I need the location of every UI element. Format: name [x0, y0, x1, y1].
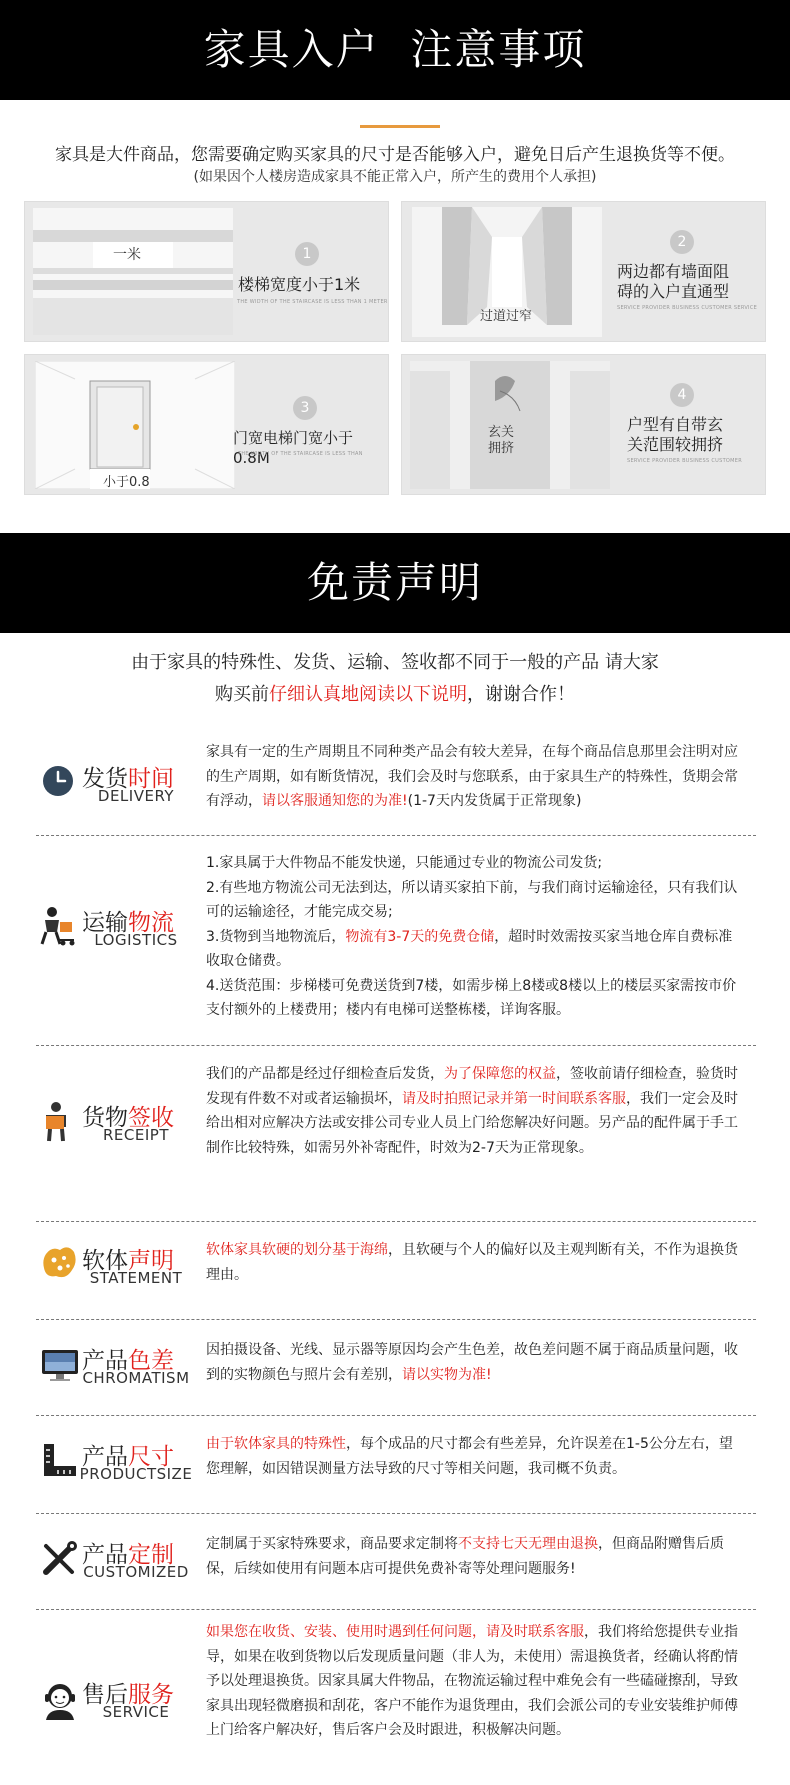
item-title-highlight: 定制 — [128, 1542, 174, 1568]
dashed-divider — [36, 1609, 756, 1610]
panel-img-label: 一米 — [113, 247, 141, 263]
item-title-main: 发货 — [82, 766, 128, 792]
item-body-text: 定制属于买家特殊要求，商品要求定制将 — [206, 1536, 458, 1552]
disclaimer-item — [40, 1222, 750, 1314]
disclaimer-item — [40, 836, 750, 1040]
item-body-text: ，我们一定会及时给出相对应解决方法或安排公司专业人员上门给您解决好问题。另产品的配件属于手工制作比较特殊，如需另外补寄配件，时效为2-7天为正常现象。 — [206, 1090, 738, 1156]
panel-caption: THE WIDTH OF THE STAIRCASE IS LESS THAN 1 METER — [237, 299, 388, 305]
item-title-main: 货物 — [82, 1105, 128, 1131]
item-subtitle: CUSTOMIZED — [83, 1563, 189, 1581]
header-band-disclaimer — [0, 533, 790, 633]
panel-img-label-line1: 玄关 — [488, 425, 515, 440]
panel-label-line1: 两边都有墙面阻 — [617, 262, 730, 281]
item-subtitle: PRODUCTSIZE — [79, 1465, 193, 1483]
item-body-text: (1-7天内发货属于正常现象) — [407, 793, 582, 809]
item-body — [206, 1620, 746, 1743]
item-body-highlight: 软体家具软硬的划分基于海绵 — [206, 1242, 388, 1258]
item-body-highlight: 请及时拍照记录并第一时间联系客服 — [402, 1090, 626, 1107]
item-subtitle: DELIVERY — [97, 787, 175, 805]
panel-label-line2: 碍的入户直通型 — [617, 282, 730, 301]
sponge-icon — [40, 1244, 80, 1286]
item-body-highlight: 请以客服通知您的为准! — [262, 793, 408, 809]
dashed-divider — [36, 835, 756, 836]
item-body-highlight: 由于软体家具的特殊性 — [206, 1436, 346, 1452]
item-body-text: ，签收前请仔细检查，验货时发现有件数不对或者运输损坏， — [206, 1066, 738, 1107]
item-body — [206, 851, 746, 1023]
panel-label: 楼梯宽度小于1米 — [238, 275, 361, 294]
item-title-main: 产品 — [82, 1348, 128, 1374]
panel-img-label: 小于0.8 — [103, 475, 150, 490]
item-body — [206, 1238, 746, 1287]
item-subtitle: STATEMENT — [89, 1269, 183, 1287]
item-title-main: 产品 — [82, 1542, 128, 1568]
item-body-text: ，但商品附赠售后质保，后续如使用有问题本店可提供免费补寄等处理问题服务! — [206, 1536, 724, 1577]
item-body-text: 因拍摄设备、光线、显示器等原因均会产生色差，故色差问题不属于商品质量问题，收到的实物颜色与照片会有差别， — [206, 1342, 738, 1383]
item-body-highlight: 如果您在收货、安装、使用时遇到任何问题，请及时联系客服 — [206, 1624, 584, 1640]
disclaimer-item — [40, 735, 750, 830]
dashed-divider — [36, 1221, 756, 1222]
item-body-highlight: 为了保障您的权益 — [444, 1066, 556, 1082]
item-body-text: 家具有一定的生产周期且不同种类产品会有较大差异，在每个商品信息那里会注明对应的生产周期，如有断货情况，我们会及时与您联系，由于家具生产的特殊性，货期会常有浮动， — [206, 744, 738, 809]
intro-note: (如果因个人楼房造成家具不能正常入户，所产生的费用个人承担) — [193, 169, 597, 185]
disclaimer-intro: 由于家具的特殊性、发货、运输、签收都不同于一般的产品 请大家 — [131, 652, 659, 673]
item-title-highlight: 声明 — [128, 1248, 174, 1274]
item-title-main: 售后 — [82, 1682, 128, 1708]
dashed-divider — [36, 1045, 756, 1046]
item-body-highlight: 不支持七天无理由退换 — [458, 1536, 598, 1552]
delivery-person-icon — [40, 906, 80, 948]
disclaimer-intro-line2 — [0, 680, 790, 706]
item-title-highlight: 服务 — [128, 1682, 174, 1708]
door-illustration — [35, 361, 235, 489]
package-person-icon — [40, 1101, 80, 1143]
disclaimer-item — [40, 1320, 750, 1410]
item-title-main: 软体 — [82, 1248, 128, 1274]
panel-number-badge: 2 — [670, 230, 694, 254]
dashed-divider — [36, 1513, 756, 1514]
panel-caption: SERVICE PROVIDER BUSINESS CUSTOMER SERVICE — [617, 305, 758, 311]
disclaimer-prefix: 购买前 — [215, 684, 269, 705]
item-title-highlight: 色差 — [128, 1348, 174, 1374]
item-body-text: ，每个成品的尺寸都会有些差异，允许误差在1-5公分左右，望您理解，如因错误测量方法导致的尺寸等相关问题，我司概不负责。 — [206, 1436, 733, 1477]
panel-stair-width — [24, 201, 389, 342]
disclaimer-item — [40, 1610, 750, 1785]
disclaimer-item — [40, 1514, 750, 1604]
item-body-text: ，我们将给您提供专业指导，如果在收到货物以后发现质量问题（非人为，未使用）需退换货者，经确认将酌情予以处理退换货。因家具属大件物品，在物流运输过程中难免会有一些磕碰擦刮，导致家具出现轻微磨损和刮花，客户不能作为退货理由，我们会派公司的专业安装维护师傅上门给客户解决好，售后客户会及时跟进，积极解决问题。 — [206, 1624, 738, 1738]
tools-icon — [40, 1540, 80, 1582]
panel-caption: THE WIDTH OF THE STAIRCASE IS LESS THAN — [238, 451, 363, 457]
ruler-icon — [40, 1440, 80, 1482]
section-title-notice: 家具入户 注意事项 — [203, 25, 587, 74]
item-title-highlight: 签收 — [128, 1105, 174, 1131]
item-body — [206, 1338, 746, 1387]
panel-corridor — [401, 201, 766, 342]
item-body — [206, 1532, 746, 1581]
panel-number-badge: 4 — [670, 383, 694, 407]
disclaimer-suffix: ，谢谢合作！ — [467, 684, 575, 705]
stair-illustration — [33, 208, 233, 335]
panel-label: 门宽电梯门宽小于0.8M — [233, 429, 354, 467]
header-band-notice — [0, 0, 790, 100]
panel-label-line2: 关范围较拥挤 — [627, 435, 724, 454]
dashed-divider — [36, 1415, 756, 1416]
disclaimer-highlight: 仔细认真地阅读以下说明 — [269, 684, 467, 705]
item-body-text: ，超时时效需按买家当地仓库自费标准收取仓储费。 4.送货范围：步梯楼可免费送货到7楼，如需步梯上8楼或8楼以上的楼层买家需按市价支付额外的上楼费用；楼内有电梯可送整栋楼，详询客服。 — [206, 928, 737, 1018]
panel-img-label-line2: 拥挤 — [488, 441, 515, 456]
item-subtitle: SERVICE — [102, 1703, 170, 1721]
clock-icon — [40, 763, 80, 805]
item-body — [206, 740, 746, 814]
panel-entrance — [401, 354, 766, 495]
item-body-text: ，且软硬与个人的偏好以及主观判断有关，不作为退换货理由。 — [206, 1242, 738, 1283]
item-subtitle: RECEIPT — [103, 1126, 169, 1144]
item-title-main: 产品 — [82, 1444, 128, 1470]
orange-divider — [360, 125, 440, 128]
item-subtitle: CHROMATISM — [82, 1369, 190, 1387]
monitor-icon — [40, 1344, 80, 1386]
panel-caption: SERVICE PROVIDER BUSINESS CUSTOMER — [627, 458, 743, 464]
disclaimer-item — [40, 1416, 750, 1508]
disclaimer-item — [40, 1046, 750, 1216]
item-body-text: 我们的产品都是经过仔细检查后发货， — [206, 1066, 444, 1082]
section-title-disclaimer: 免责声明 — [306, 558, 483, 607]
item-body-highlight: 请以实物为准! — [402, 1366, 492, 1383]
dashed-divider — [36, 1319, 756, 1320]
item-body-highlight: 物流有3-7天的免费仓储 — [345, 928, 495, 945]
item-title-highlight: 时间 — [128, 766, 174, 792]
item-body — [206, 1432, 746, 1481]
item-body — [206, 1062, 746, 1160]
intro-text: 家具是大件商品，您需要确定购买家具的尺寸是否能够入户，避免日后产生退换货等不便。 — [55, 145, 735, 165]
headset-person-icon — [40, 1680, 80, 1722]
item-title-highlight: 物流 — [128, 910, 174, 936]
item-title-main: 运输 — [82, 910, 128, 936]
panel-img-label: 过道过窄 — [480, 309, 533, 324]
item-title-highlight: 尺寸 — [128, 1444, 174, 1470]
panel-number-badge: 3 — [293, 396, 317, 420]
item-subtitle: LOGISTICS — [94, 931, 178, 949]
item-body-text: 1.家具属于大件物品不能发快递，只能通过专业的物流公司发货; 2.有些地方物流公司无法到达，所以请买家拍下前，与我们商讨运输途径，只有我们认可的运输途径，才能完成交易; 3.货物到当地物流后， — [206, 855, 738, 945]
panel-door-width — [24, 354, 389, 495]
panel-label-line1: 户型有自带玄 — [627, 415, 724, 434]
panel-number-badge: 1 — [295, 242, 319, 266]
